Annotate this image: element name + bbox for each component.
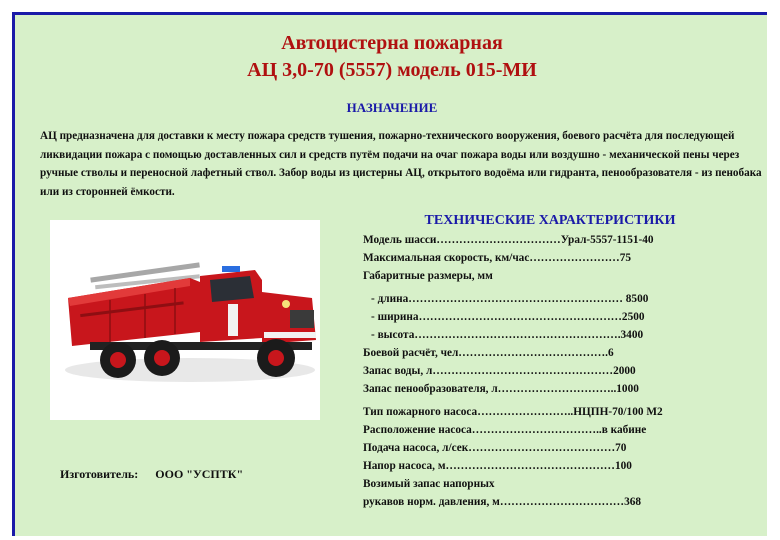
- purpose-text: АЦ предназначена для доставки к месту пожара средств тушения, пожарно-технического вооружения, боевого расчёта для последующей ликвидации пожара с помощью доставленных сил и средств путём подачи на очаг пожара воды или воздушно - механической пены через ручные стволы и переносной лафетный ствол. Забор воды из цистерны АЦ, открытого водоёма или гидранта, пенообразователя - из пенобака или из сторонней ёмкости.: [40, 130, 762, 198]
- specs-pump-group: [363, 403, 763, 511]
- manufacturer-label: Изготовитель:: [60, 467, 139, 481]
- spec-line: - длина………………………………………………… 8500: [371, 293, 649, 305]
- slide-title: [12, 30, 772, 84]
- title-line-2: АЦ 3,0-70 (5557) модель 015-МИ: [247, 59, 537, 81]
- spec-line: рукавов норм. давления, м……………………………368: [363, 496, 642, 508]
- spec-line: Напор насоса, м………………………………………100: [363, 460, 632, 472]
- purpose-heading: НАЗНАЧЕНИЕ: [346, 100, 438, 115]
- spec-line: Максимальная скорость, км/час……………………75: [363, 252, 632, 264]
- specs-dimensions-group: [363, 290, 763, 398]
- title-line-1: Автоцистерна пожарная: [281, 32, 503, 54]
- spec-line: Подача насоса, л/сек…………………………………70: [363, 442, 627, 454]
- tech-heading: ТЕХНИЧЕСКИЕ ХАРАКТЕРИСТИКИ: [424, 213, 676, 228]
- specs-chassis-group: [363, 231, 763, 285]
- spec-line: Габаритные размеры, мм: [363, 270, 493, 282]
- spec-line: - ширина………………………………………………2500: [371, 311, 645, 323]
- spec-line: Тип пожарного насоса……………………..НЦПН-70/100 М2: [363, 406, 663, 418]
- fire-truck-image: [50, 220, 320, 420]
- spec-line: Расположение насоса……………………………..в кабине: [363, 424, 647, 436]
- fire-truck-photo: [50, 220, 320, 420]
- spec-line: - высота……………………………………………….3400: [371, 329, 644, 341]
- spec-line: Запас воды, л…………………………………………2000: [363, 365, 636, 377]
- manufacturer: [60, 467, 243, 482]
- manufacturer-name: ООО "УСПТК": [155, 467, 244, 481]
- spec-line: Модель шасси……………………………Урал-5557-1151-40: [363, 234, 654, 246]
- spec-line: Возимый запас напорных: [363, 478, 495, 490]
- spec-line: Запас пенообразователя, л…………………………..1000: [363, 383, 639, 395]
- spec-line: Боевой расчёт, чел………………………………….6: [363, 347, 614, 359]
